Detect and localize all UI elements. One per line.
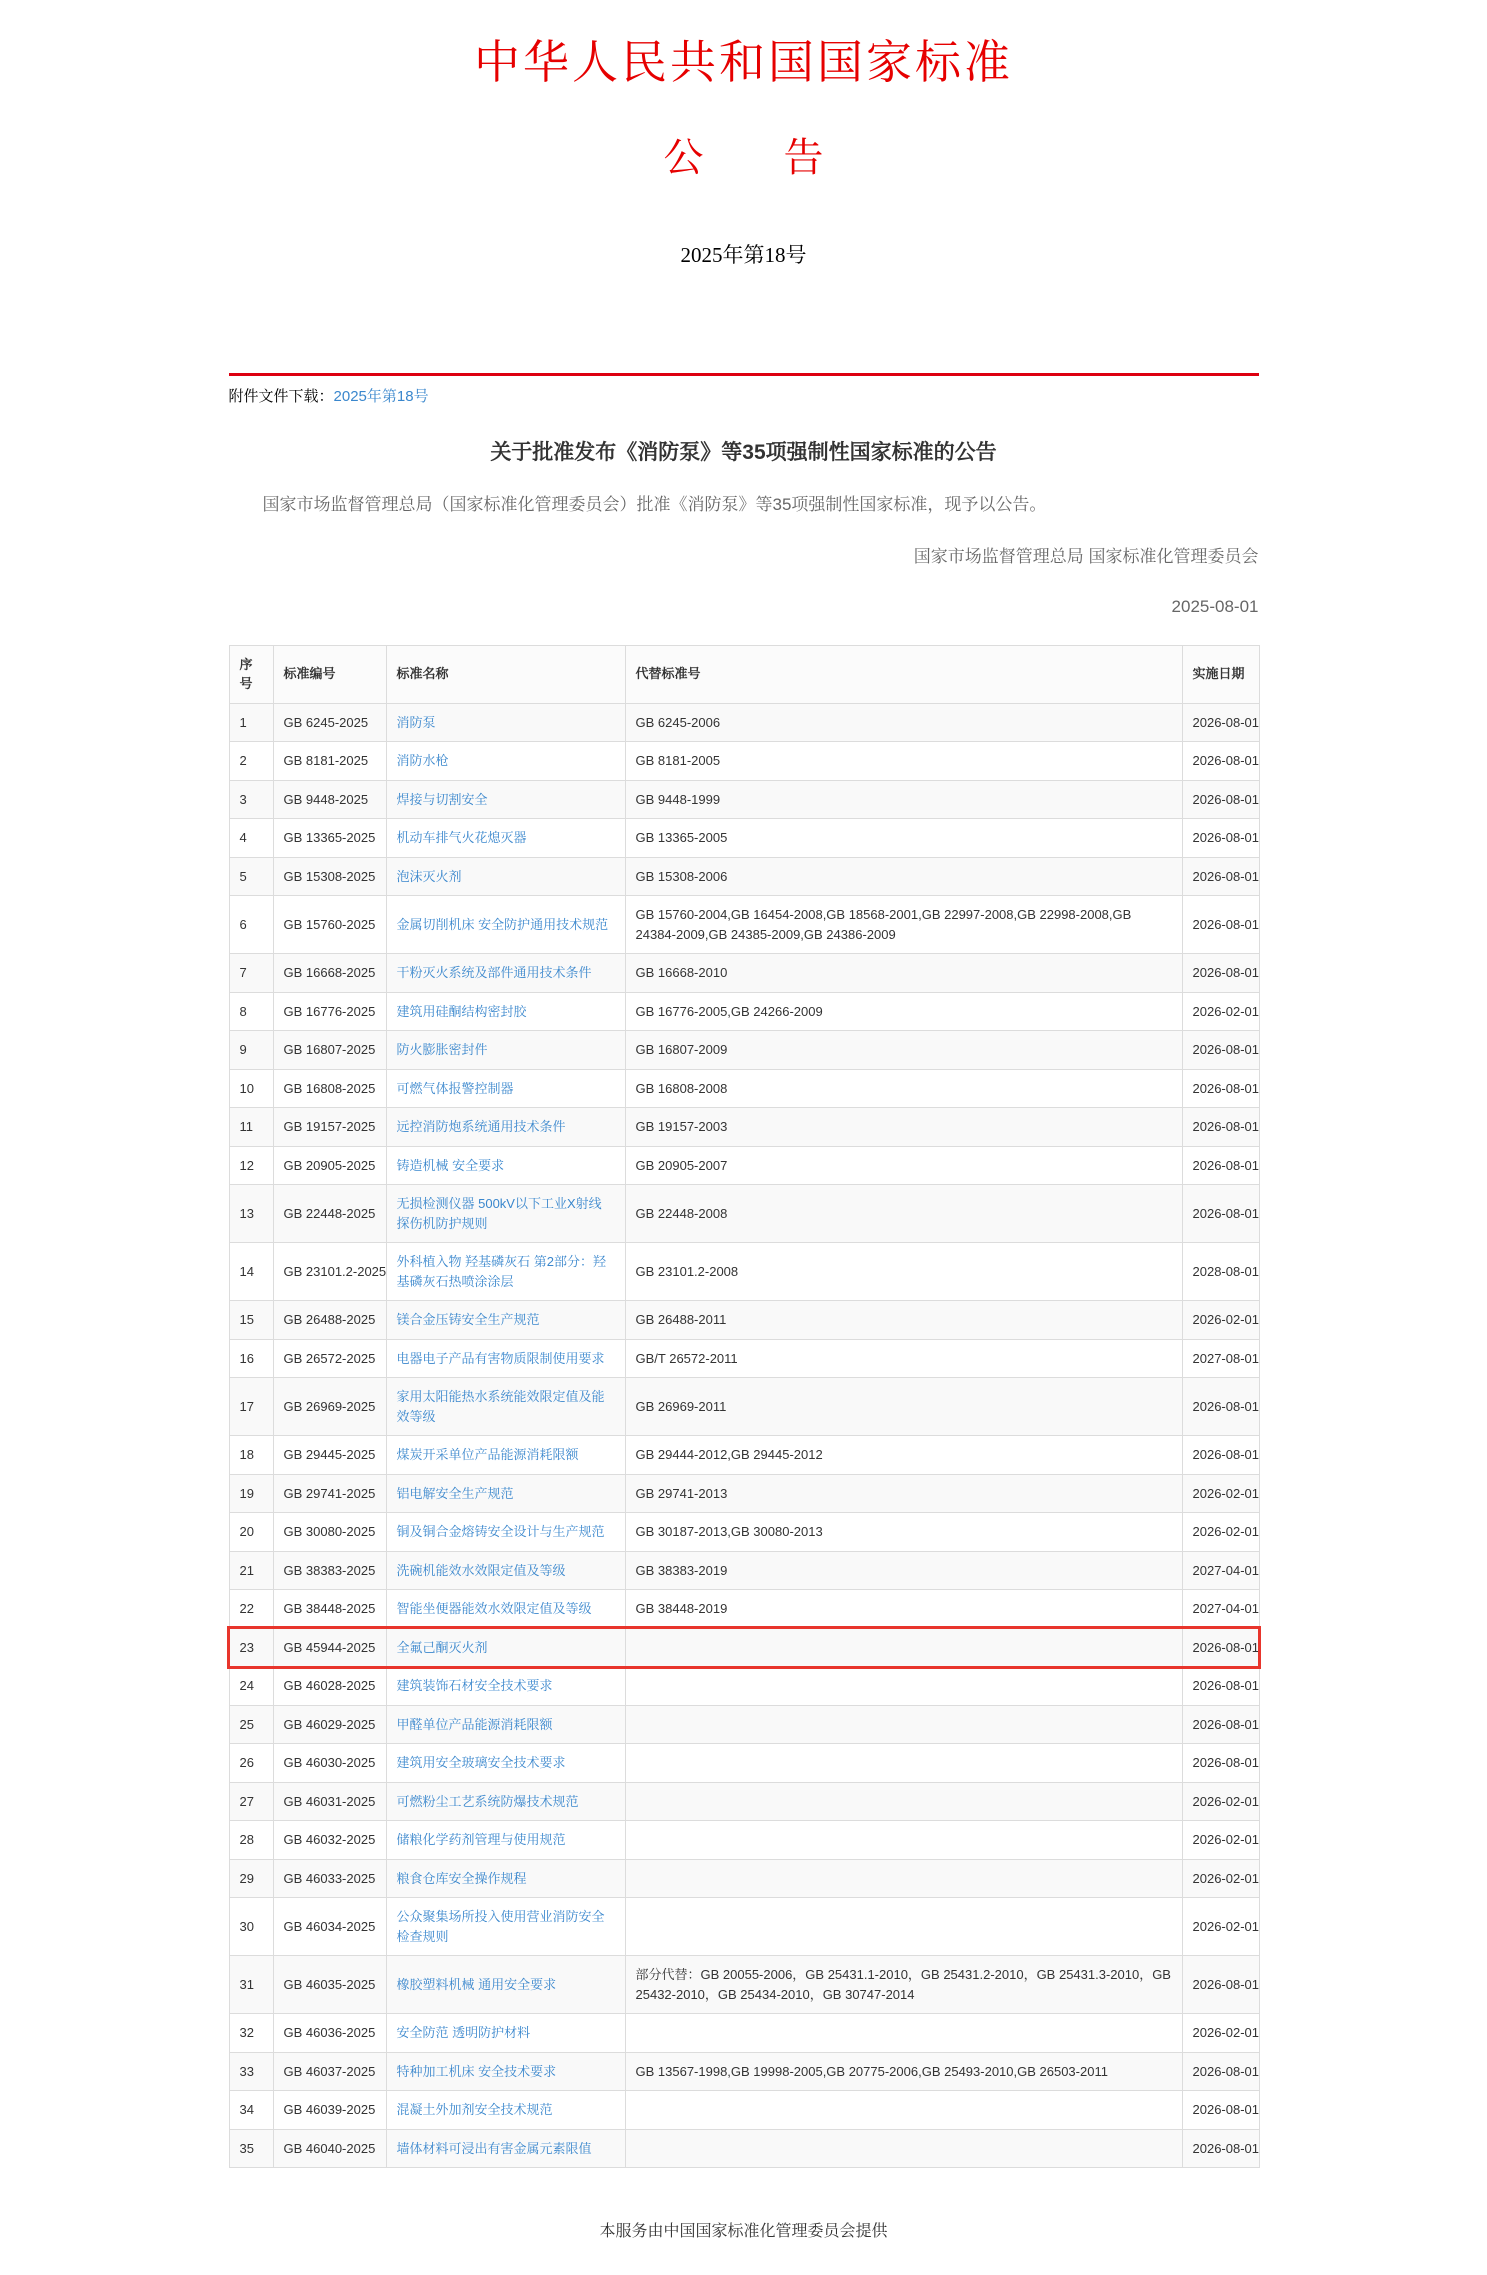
- table-row: [229, 2091, 1259, 2130]
- standard-name-link[interactable]: 泡沫灭火剂: [396, 868, 462, 884]
- standard-name-link[interactable]: 甲醛单位产品能源消耗限额: [396, 1716, 553, 1732]
- cell-name: [386, 1185, 625, 1243]
- cell-replaces: GB 38448-2019: [625, 1590, 1182, 1629]
- cell-name: [386, 2014, 625, 2053]
- cell-name: [386, 1667, 625, 1706]
- cell-index: 28: [229, 1821, 273, 1860]
- cell-index: 1: [229, 703, 273, 742]
- standard-name-link[interactable]: 洗碗机能效水效限定值及等级: [396, 1562, 566, 1578]
- cell-replaces: GB 16808-2008: [625, 1069, 1182, 1108]
- cell-name: [386, 1782, 625, 1821]
- cell-replaces: GB 38383-2019: [625, 1551, 1182, 1590]
- cell-date: 2026-08-01: [1182, 954, 1259, 993]
- cell-code: GB 45944-2025: [273, 1628, 386, 1667]
- cell-index: 11: [229, 1108, 273, 1147]
- standard-name-link[interactable]: 建筑用硅酮结构密封胶: [396, 1003, 527, 1019]
- cell-replaces: GB/T 26572-2011: [625, 1339, 1182, 1378]
- standard-name-link[interactable]: 金属切削机床 安全防护通用技术规范: [396, 916, 609, 932]
- cell-replaces: GB 16668-2010: [625, 954, 1182, 993]
- cell-date: 2026-08-01: [1182, 780, 1259, 819]
- cell-name: [386, 1513, 625, 1552]
- cell-name: [386, 954, 625, 993]
- cell-code: GB 26488-2025: [273, 1301, 386, 1340]
- standard-name-link[interactable]: 外科植入物 羟基磷灰石 第2部分：羟基磷灰石热喷涂涂层: [396, 1254, 606, 1289]
- cell-index: 34: [229, 2091, 273, 2130]
- cell-code: GB 46037-2025: [273, 2052, 386, 2091]
- cell-name: [386, 1069, 625, 1108]
- attachment-bar: [229, 385, 1259, 406]
- cell-name: [386, 1108, 625, 1147]
- standard-name-link[interactable]: 镁合金压铸安全生产规范: [396, 1312, 540, 1327]
- table-row: [229, 1956, 1259, 2014]
- standard-name-link[interactable]: 无损检测仪器 500kV以下工业X射线探伤机防护规则: [396, 1196, 602, 1231]
- cell-code: GB 26572-2025: [273, 1339, 386, 1378]
- col-header-code: 标准编号: [273, 645, 386, 703]
- cell-code: GB 46040-2025: [273, 2129, 386, 2168]
- cell-code: GB 29741-2025: [273, 1474, 386, 1513]
- cell-index: 13: [229, 1185, 273, 1243]
- cell-index: 4: [229, 819, 273, 858]
- cell-date: 2027-04-01: [1182, 1551, 1259, 1590]
- cell-code: GB 13365-2025: [273, 819, 386, 858]
- cell-replaces: GB 19157-2003: [625, 1108, 1182, 1147]
- standard-name-link[interactable]: 粮食仓库安全操作规程: [396, 1870, 527, 1886]
- cell-replaces: GB 15308-2006: [625, 857, 1182, 896]
- table-row: [229, 1705, 1259, 1744]
- cell-index: 26: [229, 1744, 273, 1783]
- cell-index: 33: [229, 2052, 273, 2091]
- cell-code: GB 30080-2025: [273, 1513, 386, 1552]
- cell-replaces: [625, 2129, 1182, 2168]
- cell-replaces: [625, 1705, 1182, 1744]
- cell-date: 2026-08-01: [1182, 2091, 1259, 2130]
- red-divider: [229, 373, 1259, 376]
- cell-index: 30: [229, 1898, 273, 1956]
- standard-name-link[interactable]: 电器电子产品有害物质限制使用要求: [396, 1350, 605, 1366]
- cell-date: 2026-02-01: [1182, 1821, 1259, 1860]
- cell-index: 35: [229, 2129, 273, 2168]
- cell-name: [386, 1146, 625, 1185]
- cell-date: 2026-08-01: [1182, 1436, 1259, 1475]
- cell-index: 23: [229, 1628, 273, 1667]
- cell-code: GB 46036-2025: [273, 2014, 386, 2053]
- cell-code: GB 20905-2025: [273, 1146, 386, 1185]
- cell-name: [386, 1705, 625, 1744]
- cell-date: 2026-02-01: [1182, 1474, 1259, 1513]
- standard-name-link[interactable]: 消防泵: [396, 714, 436, 730]
- cell-name: [386, 2052, 625, 2091]
- cell-replaces: [625, 1744, 1182, 1783]
- table-row: [229, 2129, 1259, 2168]
- cell-date: 2026-08-01: [1182, 896, 1259, 954]
- cell-code: GB 38448-2025: [273, 1590, 386, 1629]
- cell-index: 24: [229, 1667, 273, 1706]
- table-row: [229, 1146, 1259, 1185]
- cell-date: 2027-04-01: [1182, 1590, 1259, 1629]
- cell-date: 2026-02-01: [1182, 992, 1259, 1031]
- cell-index: 8: [229, 992, 273, 1031]
- col-header-index: 序号: [229, 645, 273, 703]
- page: [0, 26, 1487, 2241]
- cell-replaces: GB 13567-1998,GB 19998-2005,GB 20775-2006,GB 25493-2010,GB 26503-2011: [625, 2052, 1182, 2091]
- cell-name: [386, 1301, 625, 1340]
- cell-name: [386, 1859, 625, 1898]
- cell-replaces: 部分代替：GB 20055-2006，GB 25431.1-2010，GB 25431.2-2010，GB 25431.3-2010，GB 25432-2010，GB 25434-2010，GB 30747-2014: [625, 1956, 1182, 2014]
- cell-name: [386, 1339, 625, 1378]
- cell-name: [386, 2129, 625, 2168]
- standard-name-link[interactable]: 防火膨胀密封件: [396, 1042, 488, 1057]
- issue-number: 2025年第18号: [680, 243, 807, 267]
- standard-name-link[interactable]: 储粮化学药剂管理与使用规范: [396, 1832, 566, 1847]
- table-row: [229, 1243, 1259, 1301]
- cell-name: [386, 1436, 625, 1475]
- cell-replaces: GB 9448-1999: [625, 780, 1182, 819]
- cell-date: 2026-08-01: [1182, 1628, 1259, 1667]
- cell-date: 2026-08-01: [1182, 1705, 1259, 1744]
- cell-code: GB 23101.2-2025: [273, 1243, 386, 1301]
- cell-code: GB 46033-2025: [273, 1859, 386, 1898]
- cell-index: 3: [229, 780, 273, 819]
- cell-name: [386, 1898, 625, 1956]
- cell-name: [386, 1474, 625, 1513]
- cell-code: GB 15308-2025: [273, 857, 386, 896]
- cell-index: 32: [229, 2014, 273, 2053]
- cell-date: 2026-08-01: [1182, 1667, 1259, 1706]
- cell-name: [386, 1628, 625, 1667]
- col-header-replaces: 代替标准号: [625, 645, 1182, 703]
- cell-date: 2026-02-01: [1182, 2014, 1259, 2053]
- cell-replaces: [625, 1628, 1182, 1667]
- table-row: [229, 1898, 1259, 1956]
- cell-replaces: [625, 1821, 1182, 1860]
- table-row: [229, 1782, 1259, 1821]
- standard-name-link[interactable]: 家用太阳能热水系统能效限定值及能效等级: [396, 1389, 605, 1424]
- cell-index: 31: [229, 1956, 273, 2014]
- cell-date: 2027-08-01: [1182, 1339, 1259, 1378]
- table-row: [229, 1301, 1259, 1340]
- standard-name-link[interactable]: 铝电解安全生产规范: [396, 1485, 514, 1501]
- table-row: [229, 954, 1259, 993]
- cell-code: GB 22448-2025: [273, 1185, 386, 1243]
- standard-name-link[interactable]: 铸造机械 安全要求: [396, 1157, 505, 1173]
- cell-index: 2: [229, 742, 273, 781]
- standard-name-link[interactable]: 可燃粉尘工艺系统防爆技术规范: [396, 1793, 579, 1809]
- standard-name-link[interactable]: 远控消防炮系统通用技术条件: [396, 1119, 566, 1134]
- cell-index: 25: [229, 1705, 273, 1744]
- cell-code: GB 46039-2025: [273, 2091, 386, 2130]
- cell-code: GB 15760-2025: [273, 896, 386, 954]
- cell-index: 7: [229, 954, 273, 993]
- cell-name: [386, 1031, 625, 1070]
- standard-name-link[interactable]: 消防水枪: [396, 753, 449, 768]
- cell-code: GB 19157-2025: [273, 1108, 386, 1147]
- cell-replaces: GB 26969-2011: [625, 1378, 1182, 1436]
- table-row: [229, 1513, 1259, 1552]
- cell-name: [386, 857, 625, 896]
- cell-name: [386, 780, 625, 819]
- cell-date: 2026-08-01: [1182, 1069, 1259, 1108]
- cell-code: GB 26969-2025: [273, 1378, 386, 1436]
- cell-date: 2026-08-01: [1182, 1146, 1259, 1185]
- cell-index: 21: [229, 1551, 273, 1590]
- table-row: [229, 780, 1259, 819]
- cell-code: GB 16807-2025: [273, 1031, 386, 1070]
- cell-date: 2028-08-01: [1182, 1243, 1259, 1301]
- table-row: [229, 1667, 1259, 1706]
- standard-name-link[interactable]: 铜及铜合金熔铸安全设计与生产规范: [396, 1524, 605, 1539]
- cell-replaces: GB 23101.2-2008: [625, 1243, 1182, 1301]
- cell-index: 20: [229, 1513, 273, 1552]
- cell-code: GB 16808-2025: [273, 1069, 386, 1108]
- cell-code: GB 16776-2025: [273, 992, 386, 1031]
- standards-table: [229, 645, 1260, 2169]
- cell-index: 10: [229, 1069, 273, 1108]
- cell-index: 17: [229, 1378, 273, 1436]
- signature-line: 国家市场监督管理总局 国家标准化管理委员会: [913, 546, 1259, 566]
- cell-date: 2026-08-01: [1182, 1031, 1259, 1070]
- col-header-name: 标准名称: [386, 645, 625, 703]
- table-row: [229, 1031, 1259, 1070]
- cell-name: [386, 1378, 625, 1436]
- col-header-date: 实施日期: [1182, 645, 1259, 703]
- content-area: [229, 373, 1259, 2241]
- cell-replaces: [625, 1859, 1182, 1898]
- publish-date: 2025-08-01: [1171, 596, 1259, 616]
- cell-replaces: [625, 1667, 1182, 1706]
- cell-index: 5: [229, 857, 273, 896]
- table-row: [229, 1859, 1259, 1898]
- attachment-link[interactable]: 2025年第18号: [333, 388, 429, 405]
- cell-replaces: GB 8181-2005: [625, 742, 1182, 781]
- cell-replaces: GB 13365-2005: [625, 819, 1182, 858]
- standard-name-link[interactable]: 墙体材料可浸出有害金属元素限值: [396, 2140, 592, 2156]
- standard-name-link[interactable]: 混凝土外加剂安全技术规范: [396, 2102, 553, 2117]
- cell-date: 2026-08-01: [1182, 2052, 1259, 2091]
- table-row: [229, 2014, 1259, 2053]
- cell-code: GB 16668-2025: [273, 954, 386, 993]
- page-title: 中华人民共和国国家标准: [474, 37, 1013, 88]
- cell-replaces: [625, 2091, 1182, 2130]
- table-row: [229, 992, 1259, 1031]
- cell-date: 2026-08-01: [1182, 703, 1259, 742]
- cell-index: 22: [229, 1590, 273, 1629]
- standard-name-link[interactable]: 橡胶塑料机械 通用安全要求: [396, 1976, 557, 1992]
- table-row: [229, 1590, 1259, 1629]
- cell-replaces: [625, 1898, 1182, 1956]
- cell-date: 2026-08-01: [1182, 857, 1259, 896]
- attachment-label: 附件文件下载：: [228, 388, 334, 405]
- standard-name-link[interactable]: 干粉灭火系统及部件通用技术条件: [396, 965, 592, 980]
- cell-index: 29: [229, 1859, 273, 1898]
- cell-name: [386, 2091, 625, 2130]
- standard-name-link[interactable]: 智能坐便器能效水效限定值及等级: [396, 1601, 592, 1616]
- table-row: [229, 2052, 1259, 2091]
- announcement-paragraph: 国家市场监督管理总局（国家标准化管理委员会）批准《消防泵》等35项强制性国家标准，现予以公告。: [262, 495, 1047, 514]
- cell-replaces: GB 16776-2005,GB 24266-2009: [625, 992, 1182, 1031]
- cell-index: 19: [229, 1474, 273, 1513]
- standard-name-link[interactable]: 全氟己酮灭火剂: [396, 1639, 488, 1655]
- cell-code: GB 46034-2025: [273, 1898, 386, 1956]
- table-row: [229, 1474, 1259, 1513]
- standard-name-link[interactable]: 煤炭开采单位产品能源消耗限额: [396, 1447, 579, 1462]
- standard-name-link[interactable]: 建筑用安全玻璃安全技术要求: [396, 1755, 566, 1770]
- cell-code: GB 8181-2025: [273, 742, 386, 781]
- table-row: [229, 1339, 1259, 1378]
- table-row: [229, 1821, 1259, 1860]
- cell-date: 2026-08-01: [1182, 1956, 1259, 2014]
- announcement-word: 公 告: [663, 135, 824, 180]
- cell-code: GB 6245-2025: [273, 703, 386, 742]
- cell-index: 27: [229, 1782, 273, 1821]
- table-row: [229, 742, 1259, 781]
- cell-code: GB 38383-2025: [273, 1551, 386, 1590]
- table-row: [229, 1744, 1259, 1783]
- cell-date: 2026-02-01: [1182, 1782, 1259, 1821]
- table-row: [229, 1185, 1259, 1243]
- cell-code: GB 46032-2025: [273, 1821, 386, 1860]
- cell-date: 2026-08-01: [1182, 819, 1259, 858]
- standard-name-link[interactable]: 特种加工机床 安全技术要求: [396, 2063, 557, 2079]
- table-row: [229, 1436, 1259, 1475]
- cell-name: [386, 819, 625, 858]
- cell-name: [386, 1821, 625, 1860]
- standard-name-link[interactable]: 机动车排气火花熄灭器: [396, 830, 527, 845]
- standard-name-link[interactable]: 安全防范 透明防护材料: [396, 2025, 531, 2040]
- standard-name-link[interactable]: 公众聚集场所投入使用营业消防安全检查规则: [396, 1909, 605, 1944]
- announcement-heading: 关于批准发布《消防泵》等35项强制性国家标准的公告: [490, 441, 997, 464]
- standard-name-link[interactable]: 可燃气体报警控制器: [396, 1080, 514, 1096]
- cell-date: 2026-02-01: [1182, 1513, 1259, 1552]
- cell-code: GB 46035-2025: [273, 1956, 386, 2014]
- cell-code: GB 46030-2025: [273, 1744, 386, 1783]
- cell-date: 2026-08-01: [1182, 1378, 1259, 1436]
- cell-code: GB 9448-2025: [273, 780, 386, 819]
- cell-date: 2026-02-01: [1182, 1859, 1259, 1898]
- cell-code: GB 46029-2025: [273, 1705, 386, 1744]
- cell-date: 2026-02-01: [1182, 1301, 1259, 1340]
- table-row: [229, 857, 1259, 896]
- cell-index: 14: [229, 1243, 273, 1301]
- table-row: [229, 896, 1259, 954]
- cell-index: 16: [229, 1339, 273, 1378]
- cell-index: 9: [229, 1031, 273, 1070]
- cell-code: GB 29445-2025: [273, 1436, 386, 1475]
- cell-index: 18: [229, 1436, 273, 1475]
- standard-name-link[interactable]: 建筑装饰石材安全技术要求: [396, 1678, 553, 1693]
- cell-name: [386, 1243, 625, 1301]
- cell-index: 12: [229, 1146, 273, 1185]
- cell-replaces: GB 20905-2007: [625, 1146, 1182, 1185]
- cell-index: 6: [229, 896, 273, 954]
- cell-name: [386, 703, 625, 742]
- cell-name: [386, 1956, 625, 2014]
- footer-note: 本服务由中国国家标准化管理委员会提供: [599, 2223, 888, 2240]
- cell-index: 15: [229, 1301, 273, 1340]
- cell-replaces: GB 29444-2012,GB 29445-2012: [625, 1436, 1182, 1475]
- table-header-row: [229, 645, 1259, 703]
- cell-replaces: GB 16807-2009: [625, 1031, 1182, 1070]
- table-row: [229, 819, 1259, 858]
- cell-name: [386, 1744, 625, 1783]
- cell-date: 2026-08-01: [1182, 1185, 1259, 1243]
- cell-replaces: GB 30187-2013,GB 30080-2013: [625, 1513, 1182, 1552]
- cell-replaces: [625, 1782, 1182, 1821]
- cell-name: [386, 1590, 625, 1629]
- cell-replaces: [625, 2014, 1182, 2053]
- table-row: [229, 1108, 1259, 1147]
- cell-code: GB 46031-2025: [273, 1782, 386, 1821]
- cell-date: 2026-08-01: [1182, 2129, 1259, 2168]
- cell-replaces: GB 6245-2006: [625, 703, 1182, 742]
- cell-name: [386, 992, 625, 1031]
- cell-code: GB 46028-2025: [273, 1667, 386, 1706]
- table-row: [229, 703, 1259, 742]
- cell-name: [386, 1551, 625, 1590]
- masthead: [0, 26, 1487, 269]
- cell-replaces: GB 26488-2011: [625, 1301, 1182, 1340]
- table-row: [229, 1551, 1259, 1590]
- cell-name: [386, 742, 625, 781]
- cell-date: 2026-08-01: [1182, 1108, 1259, 1147]
- cell-replaces: GB 29741-2013: [625, 1474, 1182, 1513]
- table-row: [229, 1378, 1259, 1436]
- cell-replaces: GB 22448-2008: [625, 1185, 1182, 1243]
- cell-date: 2026-08-01: [1182, 742, 1259, 781]
- cell-replaces: GB 15760-2004,GB 16454-2008,GB 18568-2001,GB 22997-2008,GB 22998-2008,GB 24384-2009,GB 24385-2009,GB 24386-2009: [625, 896, 1182, 954]
- cell-date: 2026-02-01: [1182, 1898, 1259, 1956]
- highlighted-table-row: [229, 1628, 1259, 1667]
- standards-table-body: [229, 703, 1259, 2168]
- cell-date: 2026-08-01: [1182, 1744, 1259, 1783]
- cell-name: [386, 896, 625, 954]
- standard-name-link[interactable]: 焊接与切割安全: [396, 791, 488, 807]
- table-row: [229, 1069, 1259, 1108]
